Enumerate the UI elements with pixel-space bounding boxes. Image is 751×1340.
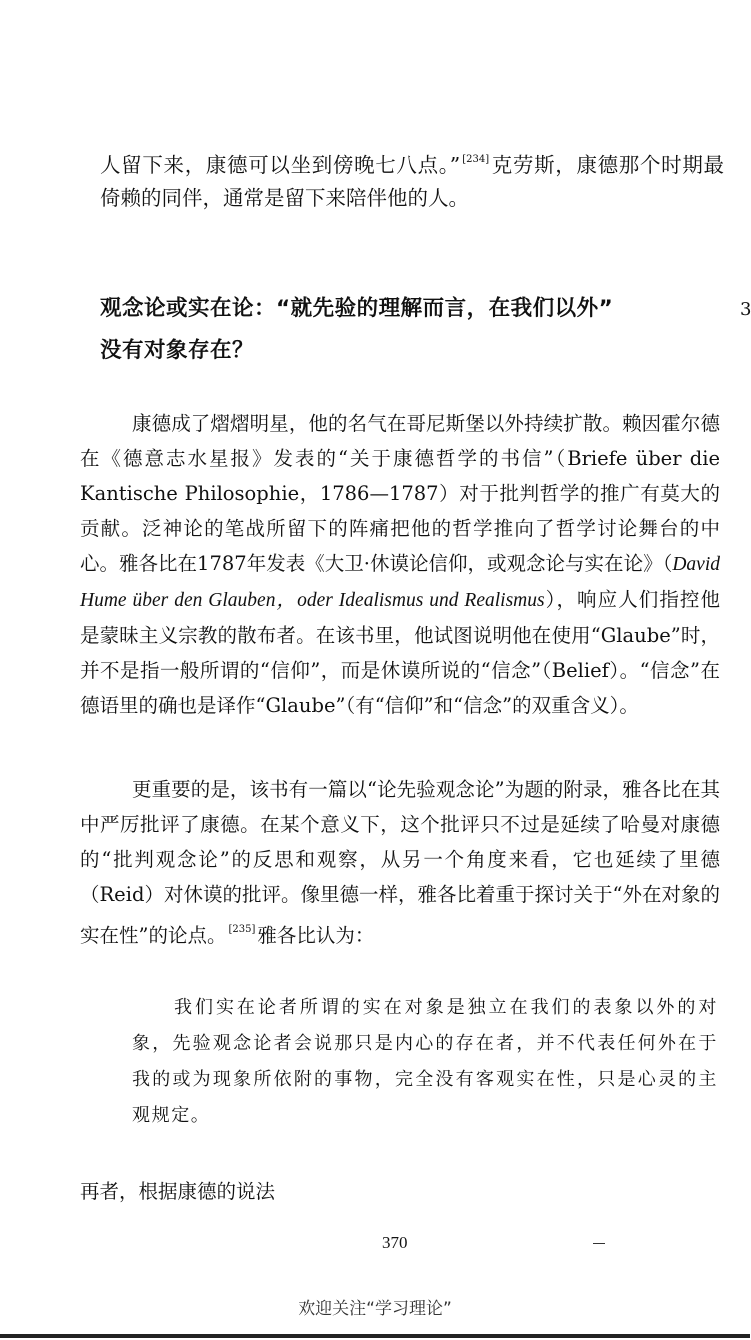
footnote-ref-235[interactable]: [235]: [228, 924, 256, 935]
margin-number: 3: [740, 299, 751, 320]
paragraph1-text: 康德成了熠熠明星，他的名气在哥尼斯堡以外持续扩散。赖因霍尔德在《德意志水星报》发表的“关于康德哲学的书信”（Briefe über die Kantische Philosophie，1786—1787）对于批判哲学的推广有莫大的贡献。泛神论的笔战所留下的阵痛把他的哲学推向了哲学讨论舞台的中心。雅各比在1787年发表《大卫·休谟论信仰，或观念论与实在论》（: [80, 412, 720, 575]
continuation-text: 再者，根据康德的说法: [80, 1180, 276, 1203]
body-paragraph-2: [80, 772, 720, 953]
margin-dash: [593, 1243, 605, 1244]
body-paragraph-1: [80, 406, 720, 723]
paragraph2-text-cont: 雅各比认为：: [257, 924, 375, 947]
footnote-ref-234[interactable]: [234]: [462, 154, 490, 165]
paragraph1-text-cont: ），响应人们指控他是蒙昧主义宗教的散布者。在该书里，他试图说明他在使用“Glaube”时，并不是指一般所谓的“信仰”，而是休谟所说的“信念”（Belief）。“信念”在德语里的确也是译作“Glaube”（有“信仰”和“信念”的双重含义）。: [80, 588, 720, 717]
intro-text-cont: 克劳斯，康德那个时期最倚赖的同伴，通常是留下来陪伴他的人。: [100, 153, 725, 210]
bottom-rule: [0, 1334, 750, 1338]
paragraph2-text: 更重要的是，该书有一篇以“论先验观念论”为题的附录，雅各比在其中严厉批评了康德。在某个意义下，这个批评只不过是延续了哈曼对康德的“批判观念论”的反思和观察，从另一个角度来看，它也延续了里德（Reid）对休谟的批评。像里德一样，雅各比着重于探讨关于“外在对象的实在性”的论点。: [80, 778, 720, 947]
intro-paragraph: [100, 143, 724, 215]
page-number: 370: [382, 1233, 408, 1252]
footer-watermark: 欢迎关注“学习理论”: [298, 1299, 452, 1319]
block-quote: 我们实在论者所谓的实在对象是独立在我们的表象以外的对象，先验观念论者会说那只是内心的存在者，并不代表任何外在于我的或为现象所依附的事物，完全没有客观实在性，只是心灵的主观规定。: [132, 997, 718, 1126]
section-heading-line1: 观念论或实在论：“就先验的理解而言，在我们以外”: [100, 296, 614, 321]
intro-text: 人留下来，康德可以坐到傍晚七八点。”: [100, 153, 461, 177]
book-title-italic: David Hume über den Glauben，oder Idealismus und Realismus: [80, 554, 720, 611]
section-heading-line2: 没有对象存在？: [100, 338, 255, 363]
